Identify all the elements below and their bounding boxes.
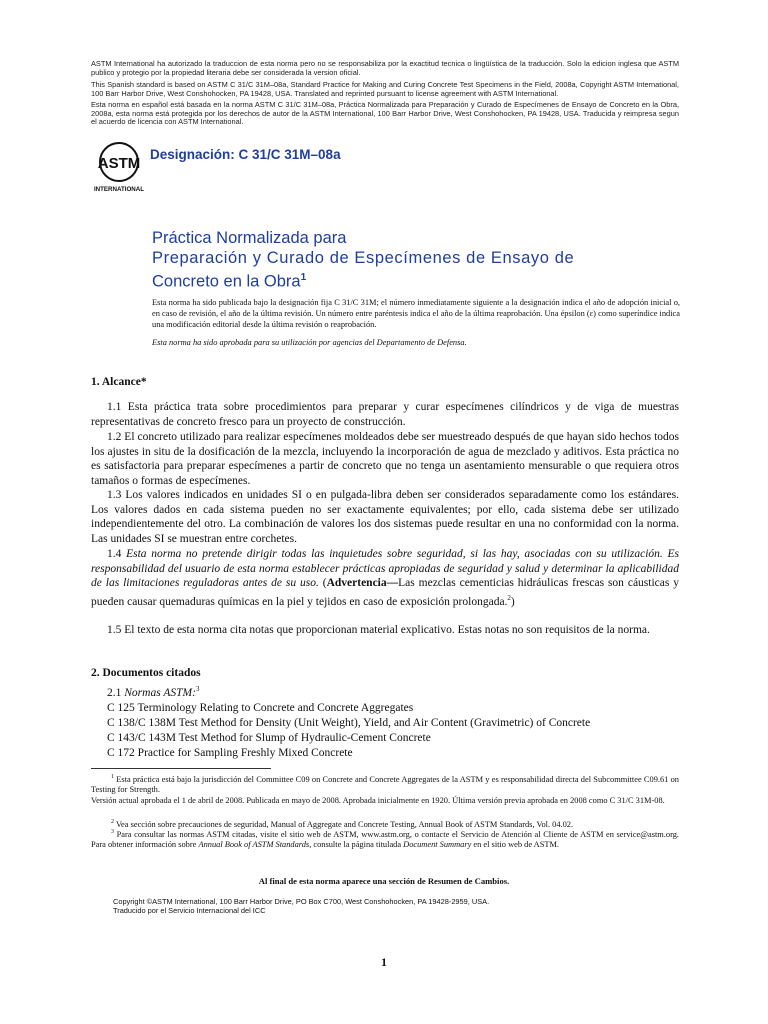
footnote-1: $^1$ Esta práctica está bajo la jurisdicción del Committee C09 on Concrete and Concrete Aggregates de la ASTM y es responsabilidad directa del Subcommittee C09.61 on Testing for Strength. xyxy=(91,774,679,795)
section-heading-scope: 1. Alcance* xyxy=(91,376,147,388)
summary-of-changes-note: Al final de esta norma aparece una sección de Resumen de Cambios. xyxy=(258,876,510,886)
document-title xyxy=(152,228,632,292)
paragraph-1-2: 1.2 El concreto utilizado para realizar especímenes moldeados debe ser muestreado después de que hayan sido hechos todos los ajustes in situ de la dosificación de la mezcla, incluyendo la incorporación de agua de mezclado y aditivos. Esta práctica no es satisfactoria para preparar especímenes a partir de concreto que no tenga un asentamiento mensurable o que requiera otros tamaños o formas de especímenes. xyxy=(91,431,679,487)
warning-label: Advertencia— xyxy=(326,577,399,589)
english-basis-notice: This Spanish standard is based on ASTM C 31/C 31M–08a, Standard Practice for Making and Curing Concrete Test Specimens in the Field, 2008a, Copyright ASTM International, 100 Barr Harbor Drive, West Conshohocken, PA 19428, USA. Translated and reprinted pursuant to license agreement with ASTM International. xyxy=(91,80,679,98)
footnote-3: $^3$ Para consultar las normas ASTM citadas, visite el sitio web de ASTM, www.astm.org, o contacte el Servicio de Atención al Cliente de ASTM en service@astm.org. Para obtener información sobre Annual Book of ASTM Standards, consulte la página titulada Document Summary en el sitio web de ASTM. xyxy=(91,829,679,850)
copyright-notice xyxy=(113,897,673,915)
translation-credit: Traducido por el Servicio Internacional del ICC xyxy=(113,906,266,915)
astm-standards-label: Normas ASTM: xyxy=(124,686,196,699)
footnote-separator xyxy=(91,768,271,769)
astm-logo xyxy=(90,138,148,194)
title-footnote-mark: 1 xyxy=(300,272,307,283)
paragraph-1-4: 1.4 Esta norma no pretende dirigir todas las inquietudes sobre seguridad, si las hay, asociadas con su utilización. Es responsabilidad del usuario de esta norma establecer prácticas apropiadas de seguridad y salud y determinar la aplicabilidad de las limitaciones reguladoras antes de su uso. (Advertencia—Las mezclas cementicias hidráulicas frescas son cáusticas y pueden causar quemaduras químicas en la piel y tejidos en caso de exposición prolongada.$^2$) xyxy=(91,548,679,608)
section-heading-referenced-documents: 2. Documentos citados xyxy=(91,667,201,679)
reference-item: C 143/C 143M Test Method for Slump of Hydraulic-Cement Concrete xyxy=(107,731,431,744)
title-line-3: Concreto en la Obra xyxy=(152,272,301,291)
safety-statement: Esta norma no pretende dirigir todas las inquietudes sobre seguridad, si las hay, asociadas con su utilización. Es responsabilidad del usuario de esta norma establecer prácticas apropiadas de seguridad y salud y determinar la aplicabilidad de las limitaciones reguladoras antes de su uso. xyxy=(91,548,679,589)
paragraph-1-5: 1.5 El texto de esta norma cita notas que proporcionan material explicativo. Estas notas no son requisitos de la norma. xyxy=(107,624,650,636)
spanish-basis-notice: Esta norma en español está basada en la norma ASTM C 31/C 31M–08a, Práctica Normalizada para Preparación y Curado de Especímenes de Ensayo de Concreto en la Obra, 2008a, esta norma está protegida por los derechos de autor de la ASTM International, 100 Barr Harbor Drive, West Conshohocken, PA 19428, USA. Traducida y reimpresa segun el acuerdo de licencia con ASTM International. xyxy=(91,100,679,127)
referenced-documents-list: 2.1 Normas ASTM:$^3$ C 125 Terminology Relating to Concrete and Concrete Aggregates C 138/C 138M Test Method for Density (Unit Weight), Yield, and Air Content (Gravimetric) of Concrete C 143/C 143M Test Method for Slump of Hydraulic-Cement Concrete C 172 Practice for Sampling Freshly Mixed Concrete xyxy=(91,682,679,761)
copyright-line: Copyright ©ASTM International, 100 Barr Harbor Drive, PO Box C700, West Conshohocken, PA 19428-2959, USA. xyxy=(113,897,490,906)
reference-item: C 125 Terminology Relating to Concrete and Concrete Aggregates xyxy=(107,701,414,714)
title-line-2: Preparación y Curado de Especímenes de Ensayo de xyxy=(152,249,575,267)
svg-text:ASTM: ASTM xyxy=(97,155,141,172)
reference-item: C 138/C 138M Test Method for Density (Unit Weight), Yield, and Air Content (Gravimetric) of Concrete xyxy=(107,716,591,729)
paragraph-1-3: 1.3 Los valores indicados en unidades SI o en pulgada-libra deben ser considerados separadamente como los estándares. Los valores dados en cada sistema pueden no ser exactamente equivalentes; por ello, cada sistema debe ser utilizado independientemente del otro. La combinación de valores los dos sistemas puede resultar en una no conformidad con la norma. Las unidades SI se muestran entre corchetes. xyxy=(91,489,679,545)
designation: Designación: C 31/C 31M–08a xyxy=(150,147,341,162)
paragraph-1-1: 1.1 Esta práctica trata sobre procedimientos para preparar y curar especímenes cilíndricos y de viga de muestras representativas de concreto fresco para un proyecto de construcción. xyxy=(91,401,679,428)
reference-item: C 172 Practice for Sampling Freshly Mixed Concrete xyxy=(107,746,353,759)
designation-note: Esta norma ha sido publicada bajo la designación fija C 31/C 31M; el número inmediatamente siguiente a la designación indica el año de adopción inicial o, en caso de revisión, el año de la última revisión. Un número entre paréntesis indica el año de la última reaprobación. Una épsilon (ε) como superíndice indica una modificación editorial desde la última revisión o reaprobación. xyxy=(152,298,680,329)
translation-notice: ASTM International ha autorizado la traduccion de esta norma pero no se responsabiliza por la exactitud tecnica o lingüística de la traducción. Solo la edicion inglesa que ASTM publico y protegio por la propiedad literaria debe ser considerada la version oficial. xyxy=(91,59,679,77)
footnote-1-version: Versión actual aprobada el 1 de abril de 2008. Publicada en mayo de 2008. Aprobada inicialmente en 1920. Última versión previa aprobada en 2008 como C 31/C 31M-08. xyxy=(91,796,665,805)
title-line-1: Práctica Normalizada para xyxy=(152,229,347,247)
svg-text:INTERNATIONAL: INTERNATIONAL xyxy=(93,186,145,193)
footnote-2: $^2$ Vea sección sobre precauciones de seguridad, Manual of Aggregate and Concrete Testing, Annual Book of ASTM Standards, Vol. 04.02. xyxy=(111,819,574,829)
dod-approval-note: Esta norma ha sido aprobada para su utilización por agencias del Departamento de Defensa. xyxy=(152,338,467,347)
page-number: 1 xyxy=(381,955,387,969)
